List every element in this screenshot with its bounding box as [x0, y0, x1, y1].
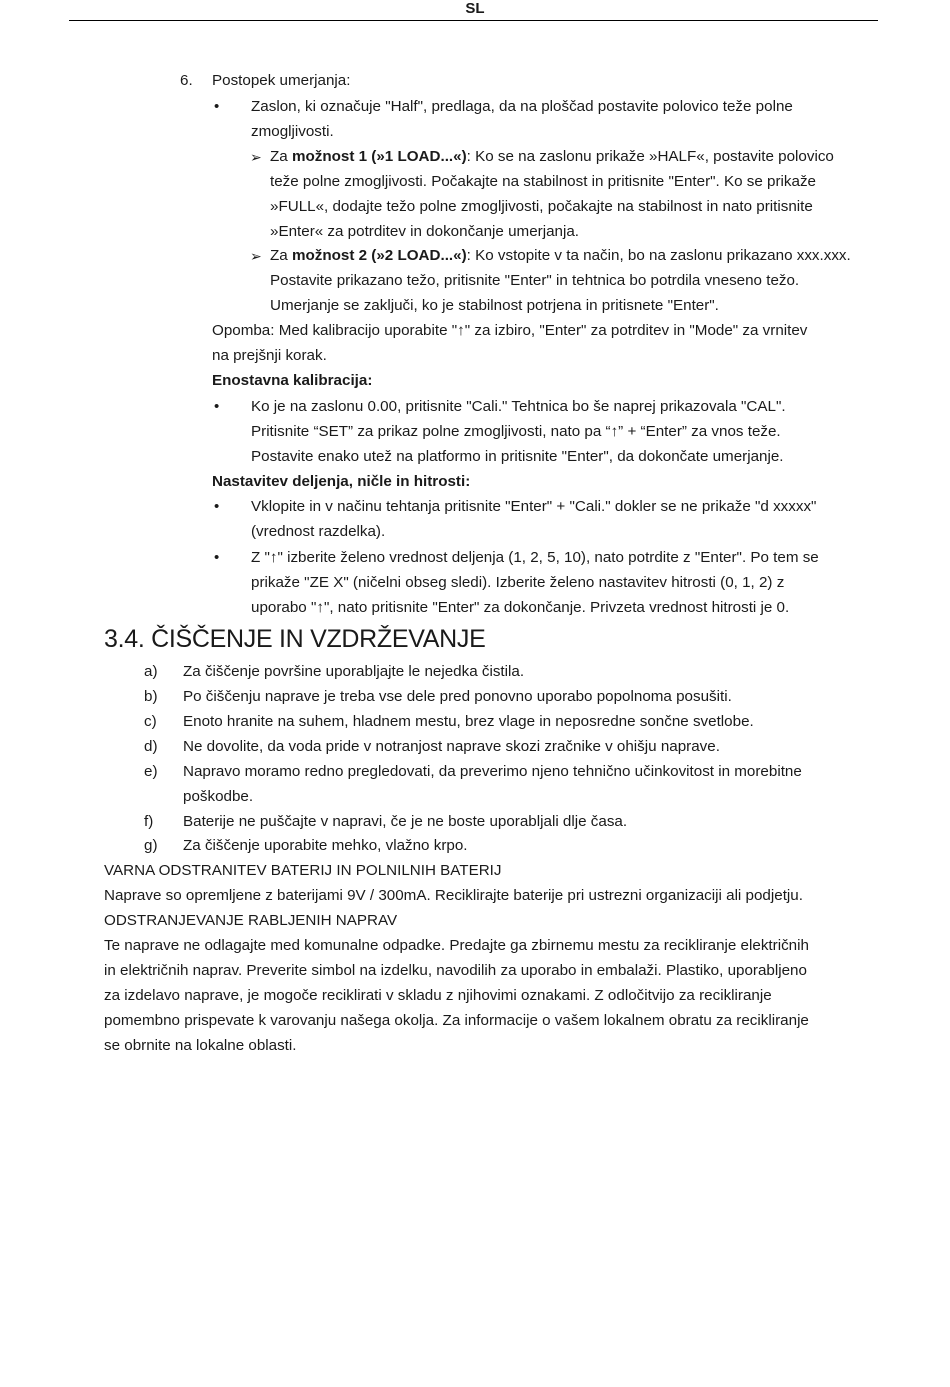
option-1-prefix: Za [270, 148, 292, 165]
simple-calibration-line-1: Ko je na zaslonu 0.00, pritisnite "Cali." Tehtnica bo še naprej prikazovala "CAL". [251, 398, 786, 415]
arrow-bullet-icon: ➢ [250, 248, 262, 264]
list-item-continuation: poškodbe. [183, 788, 254, 805]
arrow-bullet-icon: ➢ [250, 149, 262, 165]
list-item: Za čiščenje površine uporabljajte le nejedka čistila. [183, 663, 525, 680]
option-1-label: možnost 1 (»1 LOAD...«) [291, 148, 467, 165]
division-bullet-1-line-2: (vrednost razdelka). [251, 523, 386, 540]
division-bullet-1-line-1: Vklopite in v načinu tehtanja pritisnite "Enter" + "Cali." dokler se ne prikaže "d xxxxx" [251, 498, 817, 515]
option-2-label: možnost 2 (»2 LOAD...«) [291, 247, 467, 264]
language-code: SL [465, 0, 485, 17]
disposal-line-1: Te naprave ne odlagajte med komunalne odpadke. Predajte ga zbirnemu mestu za recikliranje električnih [104, 937, 809, 954]
header-divider [69, 20, 878, 21]
bullet-icon: • [214, 98, 220, 115]
disposal-line-3: za izdelavo naprave, je mogoče reciklirati v skladu z njihovimi oznakami. Z odločitvijo za recikliranje [104, 987, 772, 1004]
section-heading: 3.4. ČIŠČENJE IN VZDRŽEVANJE [104, 625, 486, 653]
note-line-2: na prejšnji korak. [212, 347, 327, 364]
simple-calibration-heading: Enostavna kalibracija: [212, 372, 373, 389]
half-bullet-line-2: zmogljivosti. [251, 123, 334, 140]
disposal-heading: ODSTRANJEVANJE RABLJENIH NAPRAV [104, 912, 398, 929]
list-item: Ne dovolite, da voda pride v notranjost naprave skozi zračnike v ohišju naprave. [183, 738, 720, 755]
bullet-icon: • [214, 549, 220, 566]
list-item: Za čiščenje uporabite mehko, vlažno krpo. [183, 837, 468, 854]
list-marker: b) [144, 688, 158, 705]
option-1-line-1 [270, 147, 834, 167]
battery-text: Naprave so opremljene z baterijami 9V / 300mA. Reciklirajte baterije pri ustrezni organizaciji ali podjetju. [104, 887, 803, 904]
simple-calibration-line-2: Pritisnite “SET” za prikaz polne zmogljivosti, nato pa “↑” + “Enter” za vnos teže. [251, 423, 781, 440]
list-item: Enoto hranite na suhem, hladnem mestu, brez vlage in neposredne sončne svetlobe. [183, 713, 754, 730]
division-bullet-2-line-1: Z "↑" izberite želeno vrednost deljenja (1, 2, 5, 10), nato potrdite z "Enter". Po tem se [251, 549, 819, 566]
option-2-line-2: Postavite prikazano težo, pritisnite "Enter" in tehtnica bo potrdila vneseno težo. [270, 272, 800, 289]
list-marker: e) [144, 763, 158, 780]
option-1-line-4: »Enter« za potrditev in dokončanje umerjanja. [270, 223, 580, 240]
step-number: 6. [180, 72, 193, 89]
option-2-line-3: Umerjanje se zaključi, ko je stabilnost potrjena in pritisnete "Enter". [270, 297, 719, 314]
disposal-line-5: se obrnite na lokalne oblasti. [104, 1037, 297, 1054]
list-marker: f) [144, 813, 154, 830]
option-2-text: : Ko vstopite v ta način, bo na zaslonu prikazano xxx.xxx. [466, 247, 851, 264]
bullet-icon: • [214, 498, 220, 515]
list-marker: a) [144, 663, 158, 680]
bullet-icon: • [214, 398, 220, 415]
list-marker: g) [144, 837, 158, 854]
simple-calibration-line-3: Postavite enako utež na platformo in pritisnite "Enter", da dokončate umerjanje. [251, 448, 784, 465]
option-2-line-1 [270, 246, 851, 266]
battery-heading: VARNA ODSTRANITEV BATERIJ IN POLNILNIH BATERIJ [104, 862, 502, 879]
division-bullet-2-line-3: uporabo "↑", nato pritisnite "Enter" za dokončanje. Privzeta vrednost hitrosti je 0. [251, 599, 790, 616]
note-line-1: Opomba: Med kalibracijo uporabite "↑" za izbiro, "Enter" za potrditev in "Mode" za vrnitev [212, 322, 808, 339]
half-bullet-line-1: Zaslon, ki označuje "Half", predlaga, da na ploščad postavite polovico teže polne [251, 98, 793, 115]
list-marker: d) [144, 738, 158, 755]
list-item: Napravo moramo redno pregledovati, da preverimo njeno tehnično učinkovitost in morebitne [183, 763, 802, 780]
option-1-line-3: »FULL«, dodajte težo polne zmogljivosti, počakajte na stabilnost in nato pritisnite [270, 198, 813, 215]
division-heading: Nastavitev deljenja, ničle in hitrosti: [212, 473, 471, 490]
disposal-line-2: in električnih naprav. Preverite simbol na izdelku, navodilih za uporabo in embalaži. Plastiko, uporabljeno [104, 962, 807, 979]
option-2-prefix: Za [270, 247, 292, 264]
list-item: Baterije ne puščajte v napravi, če je ne boste uporabljali dlje časa. [183, 813, 628, 830]
list-item: Po čiščenju naprave je treba vse dele pred ponovno uporabo popolnoma posušiti. [183, 688, 732, 705]
option-1-text: : Ko se na zaslonu prikaže »HALF«, postavite polovico [466, 148, 834, 165]
step-title: Postopek umerjanja: [212, 72, 351, 89]
disposal-line-4: pomembno prispevate k varovanju našega okolja. Za informacije o vašem lokalnem obratu za recikliranje [104, 1012, 809, 1029]
list-marker: c) [144, 713, 157, 730]
option-1-line-2: teže polne zmogljivosti. Počakajte na stabilnost in pritisnite "Enter". Ko se prikaže [270, 173, 816, 190]
division-bullet-2-line-2: prikaže "ZE X" (ničelni obseg sledi). Izberite želeno nastavitev hitrosti (0, 1, 2) z [251, 574, 785, 591]
